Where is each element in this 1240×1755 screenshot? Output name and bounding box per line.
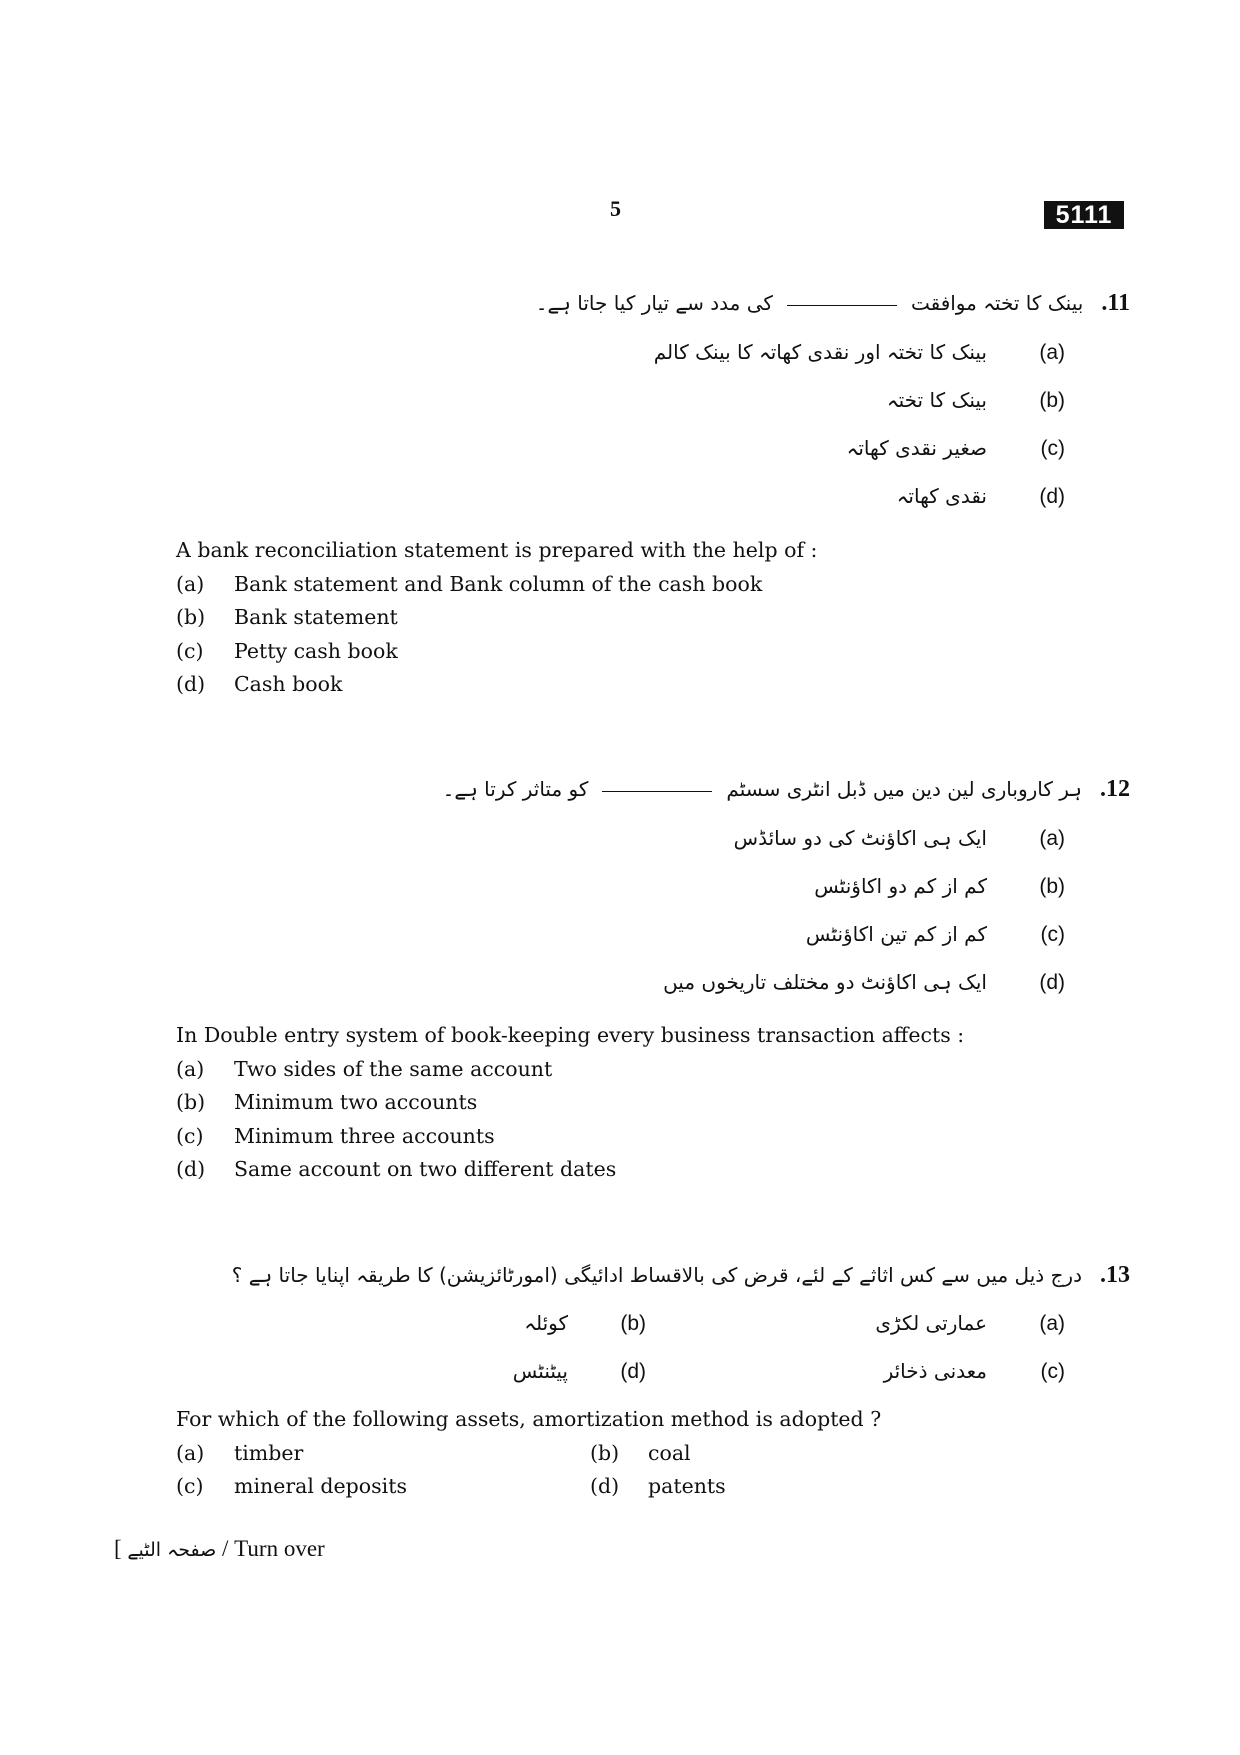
english-option [176, 1057, 552, 1081]
option-key: (b) [1039, 875, 1065, 898]
option-text: پیٹنٹس [512, 1359, 568, 1383]
option-text: coal [648, 1441, 691, 1465]
option-key: (c) [176, 639, 204, 663]
option-key: (d) [620, 1360, 646, 1383]
option-key: (a) [1039, 341, 1065, 364]
english-question-text: A bank reconciliation statement is prepared with the help of : [176, 538, 818, 562]
urdu-option [663, 970, 1065, 995]
option-key: (c) [176, 1124, 204, 1148]
urdu-option [847, 436, 1065, 461]
option-key: (d) [1039, 971, 1065, 994]
english-option [176, 1090, 477, 1114]
option-text: Cash book [234, 672, 343, 696]
option-text: mineral deposits [234, 1474, 407, 1498]
footer-separator: / [216, 1536, 235, 1561]
urdu-question-text-before: ہر کاروباری لین دین میں ڈبل انٹری سسٹم [726, 777, 1082, 801]
urdu-option [814, 874, 1065, 899]
option-text: صغیر نقدی کھاتہ [846, 436, 987, 460]
option-key: (a) [176, 1441, 205, 1465]
english-option [176, 1157, 616, 1181]
option-text: ایک ہی اکاؤنٹ دو مختلف تاریخوں میں [663, 970, 987, 994]
urdu-option [806, 922, 1065, 947]
option-key: (c) [1040, 437, 1065, 460]
option-text: بینک کا تختہ [886, 388, 987, 412]
english-option [176, 639, 398, 663]
option-text: Minimum two accounts [234, 1090, 478, 1114]
urdu-question-text-after: کی مدد سے تیار کیا جاتا ہے۔ [535, 291, 773, 315]
option-text: Same account on two different dates [234, 1157, 617, 1181]
urdu-question-line [536, 290, 1130, 317]
english-option [590, 1441, 691, 1465]
turn-over-footer [114, 1536, 325, 1562]
question-number: .12 [1100, 776, 1130, 802]
footer-english-text: Turn over [234, 1536, 325, 1561]
option-key: (b) [620, 1312, 646, 1335]
option-text: Two sides of the same account [234, 1057, 553, 1081]
option-text: patents [648, 1474, 726, 1498]
option-key: (c) [176, 1474, 204, 1498]
option-key: (c) [1040, 1360, 1065, 1383]
footer-urdu-text: صفحہ الٹیے [127, 1539, 217, 1561]
option-text: کم از کم تین اکاؤنٹس [805, 922, 987, 946]
option-key: (a) [176, 1057, 205, 1081]
option-text: بینک کا تختہ اور نقدی کھاتہ کا بینک کالم [653, 340, 987, 364]
fill-blank [602, 791, 712, 792]
urdu-question-text-after: کو متاثر کرتا ہے۔ [442, 777, 589, 801]
option-text: کم از کم دو اکاؤنٹس [814, 874, 987, 898]
option-key: (d) [590, 1474, 620, 1498]
english-option [176, 605, 398, 629]
option-key: (b) [176, 1090, 206, 1114]
option-text: Minimum three accounts [234, 1124, 495, 1148]
english-option [176, 572, 762, 596]
urdu-option [887, 388, 1065, 413]
option-text: نقدی کھاتہ [896, 484, 987, 508]
urdu-option [734, 826, 1065, 851]
urdu-question-line [443, 776, 1130, 803]
option-key: (b) [590, 1441, 620, 1465]
urdu-question-text: درج ذیل میں سے کس اثاثے کے لئے، قرض کی بالاقساط ادائیگی (امورٹائزیشن) کا طریقہ اپنایا جاتا ہے ؟ [231, 1263, 1082, 1287]
option-key: (a) [1039, 827, 1065, 850]
english-question-text: For which of the following assets, amortization method is adopted ? [176, 1407, 882, 1431]
urdu-option [884, 1359, 1065, 1384]
option-key: (d) [176, 1157, 206, 1181]
paper-code-badge: 5111 [1044, 201, 1124, 229]
urdu-question-text-before: بینک کا تختہ موافقت [910, 291, 1084, 315]
urdu-option [513, 1359, 646, 1384]
option-key: (a) [1039, 1312, 1065, 1335]
option-text: timber [234, 1441, 304, 1465]
option-key: (d) [176, 672, 206, 696]
english-option [176, 672, 342, 696]
option-text: Bank statement and Bank column of the cash book [234, 572, 763, 596]
option-text: معدنی ذخائر [883, 1359, 987, 1383]
urdu-question-line [232, 1262, 1130, 1289]
question-number: .13 [1100, 1262, 1130, 1288]
urdu-option [875, 1311, 1065, 1336]
option-text: Petty cash book [234, 639, 398, 663]
urdu-option [524, 1311, 646, 1336]
fill-blank [787, 305, 897, 306]
option-text: Bank statement [234, 605, 398, 629]
option-key: (a) [176, 572, 205, 596]
option-key: (b) [1039, 389, 1065, 412]
option-text: کوئلہ [524, 1311, 568, 1335]
english-question-text: In Double entry system of book-keeping every business transaction affects : [176, 1023, 965, 1047]
english-option [176, 1124, 495, 1148]
footer-bracket: [ [114, 1536, 122, 1561]
english-option [176, 1474, 407, 1498]
option-text: عمارتی لکڑی [875, 1311, 987, 1335]
urdu-option [654, 340, 1065, 365]
english-option [176, 1441, 303, 1465]
english-option [590, 1474, 726, 1498]
question-number: .11 [1101, 290, 1130, 316]
option-key: (c) [1040, 923, 1065, 946]
option-key: (d) [1039, 485, 1065, 508]
option-key: (b) [176, 605, 206, 629]
option-text: ایک ہی اکاؤنٹ کی دو سائڈس [733, 826, 987, 850]
urdu-option [897, 484, 1065, 509]
page-number: 5 [610, 196, 621, 221]
